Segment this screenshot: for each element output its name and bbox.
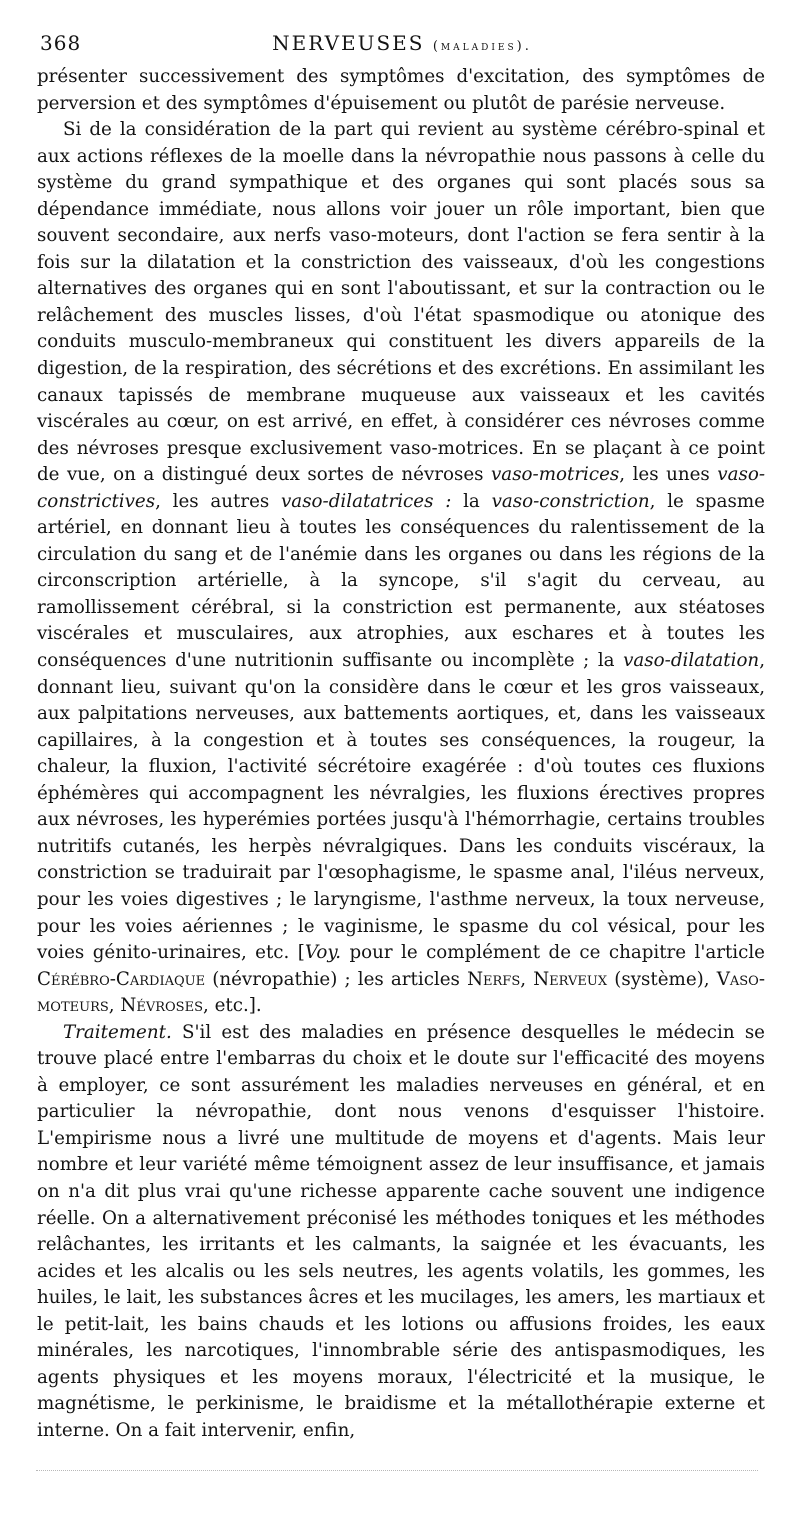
- text-run: ,: [520, 968, 534, 990]
- text-run: , les unes: [619, 464, 718, 486]
- text-run: (névropathie) ; les articles: [205, 968, 468, 990]
- article-reference: Névroses: [120, 995, 203, 1017]
- article-reference: Nerfs: [467, 968, 521, 990]
- section-lead: Traitement.: [63, 1021, 172, 1043]
- italic-term: vaso-dilatatrices :: [281, 490, 452, 512]
- article-reference: Nerveux: [533, 968, 608, 990]
- page-body: [37, 64, 765, 1444]
- italic-term: vaso-constriction: [491, 490, 650, 512]
- paragraph-continuation: présenter successivement des symptômes d'excitation, des symptômes de perversion et des symptômes d'épuisement ou plutôt de parésie nerveuse.: [37, 66, 765, 114]
- text-run: , donnant lieu, suivant qu'on la considère dans le cœur et les gros vaisseaux, aux palpitations nerveuses, aux battements aortiques, et, dans les vaisseaux capillaires, à la congestion et à toutes ses conséquences, la rougeur, la chaleur, la fluxion, l'activité sécrétoire exagérée : d'où toutes ces fluxions éphémères qui accompagnent les névralgies, les fluxions érectives propres aux névroses, les hyperémies portées jusqu'à l'hémorrhagie, certains troubles nutritifs cutanés, les herpès névralgiques. Dans les conduits viscéraux, la constriction se traduirait par l'œsophagisme, le spasme anal, l'iléus nerveux, pour les voies digestives ; le laryngisme, l'asthme nerveux, la toux nerveuse, pour les voies aériennes ; le vaginisme, le spasme du col vésical, pour les voies génito-urinaires, etc. [: [37, 650, 765, 964]
- text-run: pour le complément de ce chapitre l'article: [341, 942, 765, 964]
- paragraph-treatment: [37, 1020, 765, 1445]
- italic-term: vaso-constrictives: [37, 464, 765, 512]
- page-number: 368: [40, 31, 82, 55]
- text-run: la: [451, 490, 492, 512]
- paragraph-vaso-motor: [37, 117, 765, 1020]
- italic-term: vaso-motrices: [491, 464, 620, 486]
- running-header: [40, 28, 764, 58]
- footer-rule: [36, 1470, 758, 1471]
- italic-term: Voy.: [304, 942, 342, 964]
- text-run: ,: [108, 995, 121, 1017]
- running-title-sub: (maladies).: [432, 39, 532, 54]
- italic-term: vaso-dilatation: [623, 650, 760, 672]
- text-run: , les autres: [155, 490, 281, 512]
- text-run: , le spasme artériel, en donnant lieu à toutes les conséquences du ralentissement de la circulation du sang et de l'anémie dans les organes ou dans les régions de la circonscription artérielle, à la syncope, s'il s'agit du cerveau, au ramollissement cérébral, si la constriction est permanente, aux stéatoses viscérales et musculaires, aux atrophies, aux eschares et à toutes les conséquences d'une nutritionin suffisante ou incomplète ; la: [37, 490, 765, 672]
- text-run: S'il est des maladies en présence desquelles le médecin se trouve placé entre l'embarras du choix et le doute sur l'efficacité des moyens à employer, ce sont assurément les maladies nerveuses en général, et en particulier la névropathie, dont nous venons d'esquisser l'histoire. L'empirisme nous a livré une multitude de moyens et d'agents. Mais leur nombre et leur variété même témoignent assez de leur insuffisance, et jamais on n'a dit plus vrai qu'une richesse apparente cache souvent une indigence réelle. On a alternativement préconisé les méthodes toniques et les méthodes relâchantes, les irritants et les calmants, la saignée et les évacuants, les acides et les alcalis ou les sels neutres, les agents volatils, les gommes, les huiles, le lait, les substances âcres et les mucilages, les amers, les martiaux et le petit-lait, les bains chauds et les lotions ou affusions froides, les eaux minérales, les narcotiques, l'innombrable série des antispasmodiques, les agents physiques et les moyens moraux, l'électricité et la musique, le magnétisme, le perkinisme, le braidisme et la métallothérapie externe et interne. On a fait intervenir, enfin,: [37, 1021, 765, 1441]
- running-title-main: NERVEUSES: [272, 31, 425, 55]
- text-run: (système),: [607, 968, 717, 990]
- article-reference: Cérébro-Cardiaque: [37, 968, 206, 990]
- text-run: , etc.].: [202, 995, 262, 1017]
- running-title: [40, 28, 764, 62]
- article-reference: Vaso-moteurs: [37, 968, 765, 1017]
- text-run: Si de la considération de la part qui revient au système cérébro-spinal et aux actions réflexes de la moelle dans la névropathie nous passons à celle du système du grand sympathique et des organes qui sont placés sous sa dépendance immédiate, nous allons voir jouer un rôle important, bien que souvent secondaire, aux nerfs vaso-moteurs, dont l'action se fera sentir à la fois sur la dilatation et la constriction des vaisseaux, d'où les congestions alternatives des organes qui en sont l'aboutissant, et sur la contraction ou le relâchement des muscles lisses, d'où l'état spasmodique ou atonique des conduits musculo-membraneux qui constituent les divers appareils de la digestion, de la respiration, des sécrétions et des excrétions. En assimilant les canaux tapissés de membrane muqueuse aux vaisseaux et les cavités viscérales au cœur, on est arrivé, en effet, à considérer ces névroses comme des névroses presque exclusivement vaso-motrices. En se plaçant à ce point de vue, on a distingué deux sortes de névroses: [37, 119, 765, 486]
